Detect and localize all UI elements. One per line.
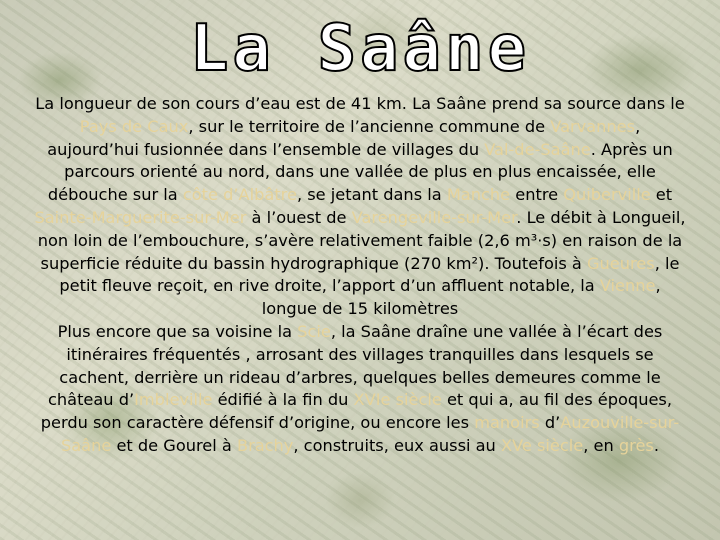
text: à l’ouest de: [246, 207, 352, 227]
link-pays-de-caux[interactable]: Pays de Caux: [79, 116, 189, 136]
text: . Le débit à Longueil, non loin de l’embouchure, s’avère relativement faible (2,6 m³·s) en raison de la superficie réduite du bassin hydrographique (270 km²). Toutefois à: [37, 207, 686, 273]
text: et qui a, au fil des époques, perdu son caractère défensif d’origine, ou encore les: [40, 390, 673, 433]
paragraph-length: longue de 15 kilomètres: [261, 299, 459, 319]
link-quiberville[interactable]: Quiberville: [563, 185, 651, 205]
text: , le petit fleuve reçoit, en rive droite, l’apport d’un affluent notable, la: [59, 253, 680, 296]
link-varvannes[interactable]: Varvannes: [550, 116, 636, 136]
text: , en: [583, 435, 619, 455]
body-text: [34, 93, 686, 458]
link-imbleville[interactable]: Imbleville: [134, 390, 213, 410]
link-scie[interactable]: Scie: [297, 321, 331, 341]
text: d’: [539, 413, 561, 433]
text: , se jetant dans la: [296, 185, 447, 205]
text: . Après un parcours orienté au nord, dans une vallée de plus en plus encaissée, elle débouche sur la: [47, 139, 673, 205]
slide-title: La Saâne: [189, 12, 531, 86]
text: et: [650, 185, 673, 205]
text: Plus encore que sa voisine la: [57, 321, 298, 341]
paragraph-villages: [34, 321, 686, 458]
link-xvie-siecle[interactable]: XVIe siècle: [353, 390, 442, 410]
text: La longueur de son cours d’eau est de 41 km. La Saâne prend sa source dans le: [35, 94, 685, 113]
text: , construits, eux aussi au: [293, 435, 501, 455]
link-sainte-marguerite[interactable]: Sainte-Marguerite-sur-Mer: [34, 207, 247, 227]
link-auzouville[interactable]: Auzouville-sur-Saâne: [60, 413, 680, 455]
link-varengeville[interactable]: Varengeville-sur-Mer: [351, 207, 517, 227]
link-vienne[interactable]: Vienne: [599, 276, 656, 296]
paragraph-source: [34, 93, 686, 298]
text: .: [653, 435, 660, 455]
text: , la Saâne draîne une vallée à l’écart des itinéraires fréquentés: [66, 321, 663, 364]
text: ,: [655, 276, 661, 296]
link-manoirs[interactable]: manoirs: [474, 413, 540, 433]
link-val-de-saane[interactable]: Val-de-Saâne: [484, 139, 591, 159]
text: édifié à la fin du: [212, 390, 354, 410]
link-gueures[interactable]: Gueures: [586, 253, 655, 273]
link-cote-albatre[interactable]: côte d’Albâtre: [182, 185, 297, 205]
text: et de Gourel à: [111, 435, 237, 455]
link-manche[interactable]: Manche: [446, 185, 511, 205]
link-xve-siecle[interactable]: XVe siècle: [500, 435, 584, 455]
text: , sur le territoire de l’ancienne commune de: [188, 116, 551, 136]
text: , aujourd’hui fusionnée dans l’ensemble de villages du: [47, 116, 641, 159]
link-gres[interactable]: grès: [618, 435, 654, 455]
text: entre: [510, 185, 564, 205]
link-brachy[interactable]: Brachy: [236, 435, 294, 455]
text: , arrosant des villages tranquilles dans lesquels se cachent, derrière un rideau d’arbres, quelques belles demeures comme le château d’: [47, 344, 661, 410]
